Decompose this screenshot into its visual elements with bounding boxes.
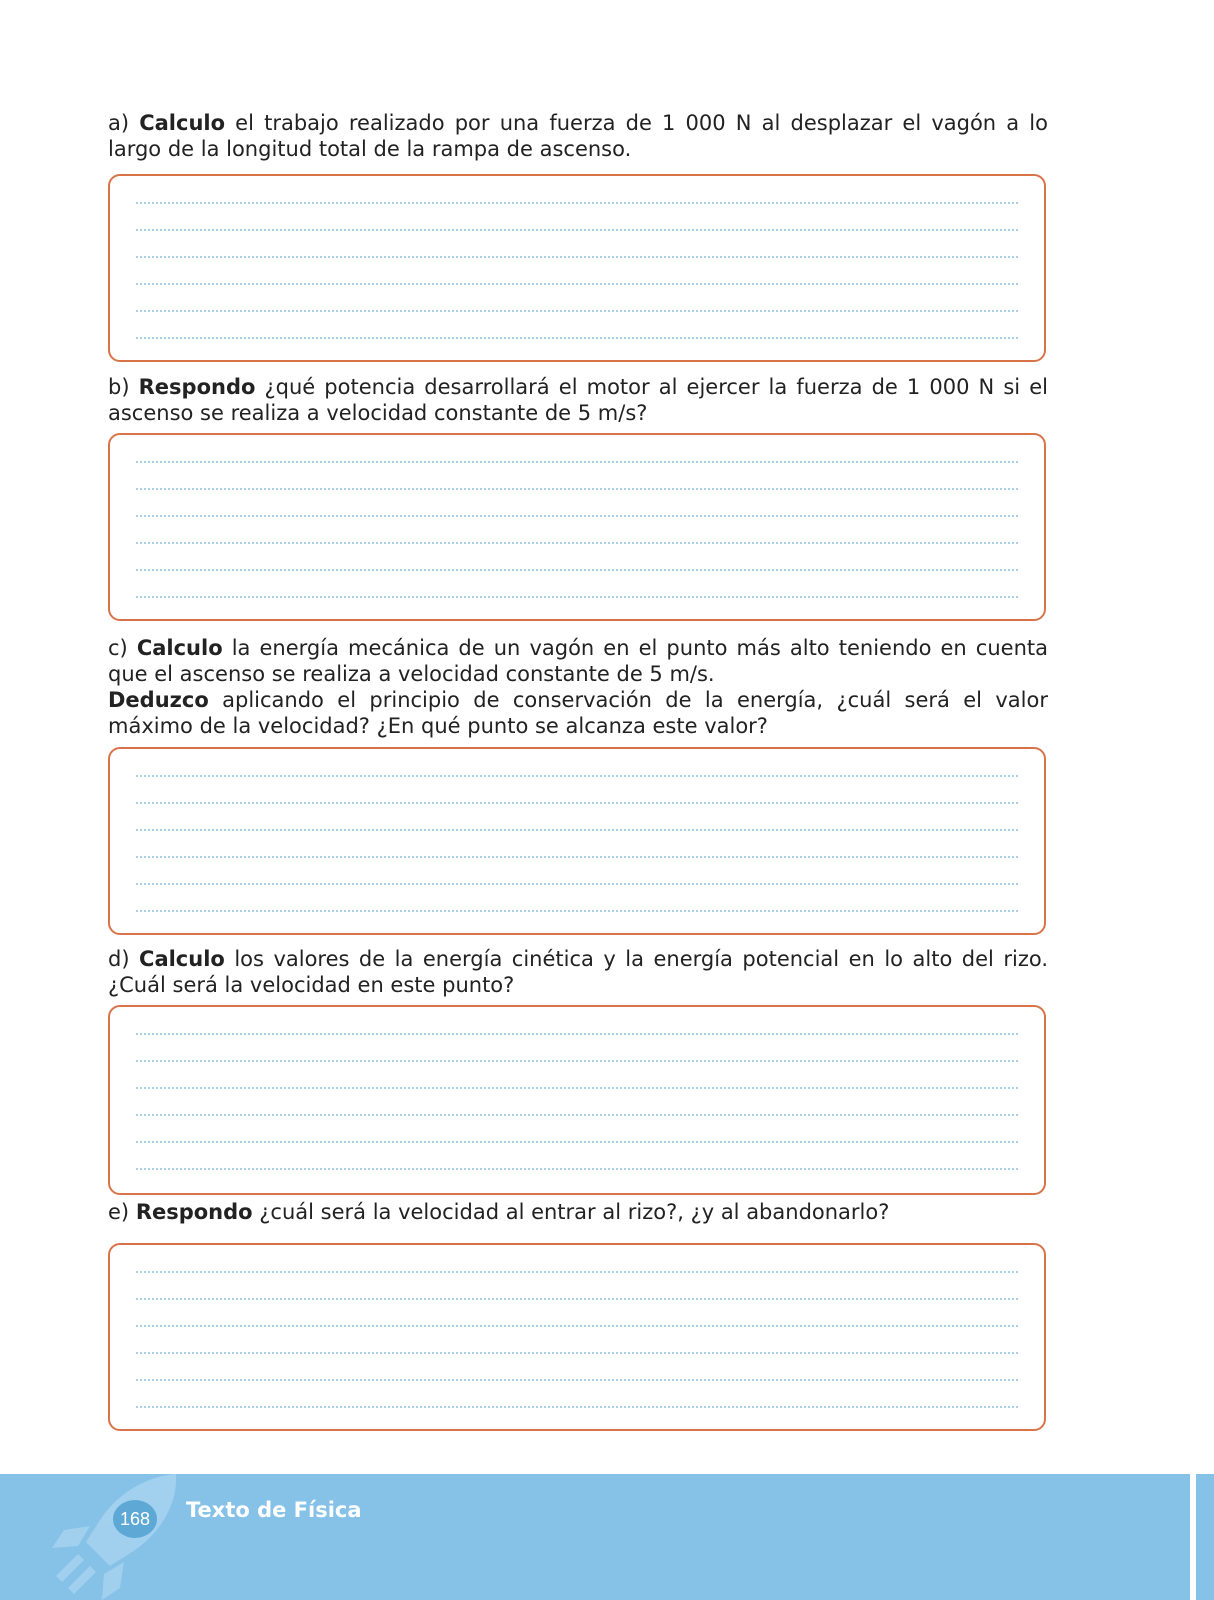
answer-line — [136, 1087, 1018, 1089]
question-d — [108, 946, 1048, 998]
rocket-icon — [38, 1468, 188, 1600]
answer-line — [136, 775, 1018, 777]
question-text: la energía mecánica de un vagón en el punto más alto teniendo en cuenta que el ascenso se realiza a velocidad constante de 5 m/s. — [108, 636, 1048, 686]
answer-line — [136, 829, 1018, 831]
answer-line — [136, 1060, 1018, 1062]
answer-line — [136, 1406, 1018, 1408]
question-a — [108, 110, 1048, 162]
question-letter: d) — [108, 947, 130, 971]
question-text: ¿qué potencia desarrollará el motor al ejercer la fuerza de 1 000 N si el ascenso se realiza a velocidad constante de 5 m/s? — [108, 375, 1048, 425]
question-letter: e) — [108, 1200, 130, 1224]
answer-line — [136, 488, 1018, 490]
question-verb: Respondo — [135, 1200, 253, 1224]
answer-box-e[interactable] — [108, 1243, 1046, 1431]
answer-line — [136, 1141, 1018, 1143]
footer-title: Texto de Física — [186, 1498, 362, 1522]
answer-line — [136, 856, 1018, 858]
answer-line — [136, 256, 1018, 258]
answer-line — [136, 461, 1018, 463]
page-number: 168 — [113, 1500, 157, 1538]
answer-line — [136, 1379, 1018, 1381]
answer-line — [136, 596, 1018, 598]
answer-line — [136, 1168, 1018, 1170]
answer-box-a[interactable] — [108, 174, 1046, 362]
answer-line — [136, 310, 1018, 312]
question-text: el trabajo realizado por una fuerza de 1 000 N al desplazar el vagón a lo largo de la longitud total de la rampa de ascenso. — [108, 111, 1048, 161]
answer-box-c[interactable] — [108, 747, 1046, 935]
question-letter: c) — [108, 636, 128, 660]
question-verb: Calculo — [139, 947, 225, 971]
answer-line — [136, 229, 1018, 231]
answer-line — [136, 1325, 1018, 1327]
answer-line — [136, 283, 1018, 285]
answer-box-d[interactable] — [108, 1005, 1046, 1195]
answer-line — [136, 802, 1018, 804]
question-verb-2: Deduzco — [108, 688, 209, 712]
answer-line — [136, 515, 1018, 517]
question-text-2: aplicando el principio de conservación de la energía, ¿cuál será el valor máximo de la velocidad? ¿En qué punto se alcanza este valor? — [108, 688, 1048, 738]
question-letter: b) — [108, 375, 130, 399]
question-b — [108, 374, 1048, 426]
question-text: los valores de la energía cinética y la energía potencial en lo alto del rizo. ¿Cuál será la velocidad en este punto? — [108, 947, 1048, 997]
question-verb: Respondo — [138, 375, 256, 399]
answer-line — [136, 1298, 1018, 1300]
answer-box-b[interactable] — [108, 433, 1046, 621]
answer-line — [136, 910, 1018, 912]
question-c — [108, 635, 1048, 739]
answer-line — [136, 1114, 1018, 1116]
question-e — [108, 1199, 1048, 1225]
question-verb: Calculo — [139, 111, 226, 135]
footer-tab — [1196, 1474, 1214, 1600]
answer-line — [136, 1271, 1018, 1273]
question-verb: Calculo — [136, 636, 223, 660]
answer-line — [136, 542, 1018, 544]
answer-line — [136, 569, 1018, 571]
question-text: ¿cuál será la velocidad al entrar al rizo?, ¿y al abandonarlo? — [252, 1200, 890, 1224]
answer-line — [136, 883, 1018, 885]
answer-line — [136, 1033, 1018, 1035]
answer-line — [136, 337, 1018, 339]
question-letter: a) — [108, 111, 130, 135]
answer-line — [136, 202, 1018, 204]
answer-line — [136, 1352, 1018, 1354]
